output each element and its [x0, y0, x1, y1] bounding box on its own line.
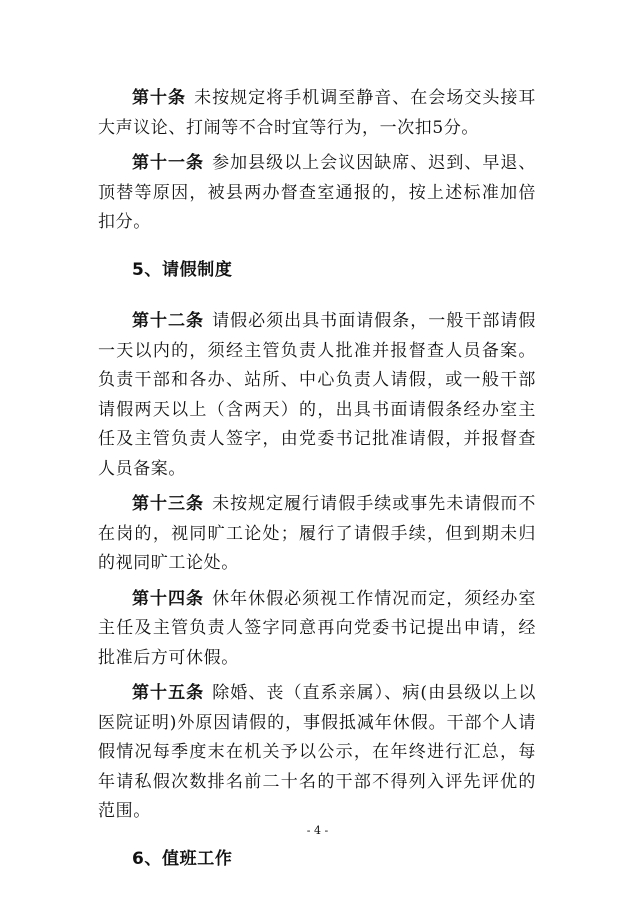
article-10-text: 未按规定将手机调至静音、在会场交头接耳大声议论、打闹等不合时宜等行为，一次扣5分。: [98, 88, 536, 138]
article-11-paragraph: [98, 149, 536, 238]
section-heading-duty: 6、值班工作: [132, 848, 233, 869]
article-11-label: 第十一条: [132, 153, 205, 173]
article-14-paragraph: [98, 585, 536, 674]
document-body: [98, 84, 536, 896]
article-10-label: 第十条: [132, 88, 187, 108]
article-12-paragraph: [98, 307, 536, 484]
article-14-label: 第十四条: [132, 588, 205, 609]
article-13-text: 未按规定履行请假手续或事先未请假而不在岗的，视同旷工论处；履行了请假手续，但到期未归的视同旷工论处。: [98, 494, 536, 573]
article-15-label: 第十五条: [132, 683, 205, 703]
article-14-text: 休年休假必须视工作情况而定，须经办室主任及主管负责人签字同意再向党委书记提出申请，经批准后方可休假。: [98, 588, 536, 668]
page-number: - 4 -: [306, 824, 329, 837]
section-heading-leave: 5、请假制度: [132, 259, 233, 280]
article-15-text: 除婚、丧（直系亲属）、病(由县级以上以医院证明)外原因请假的，事假抵减年休假。干部个人请假情况每季度末在机关予以公示，在年终进行汇总，每年请私假次数排名前二十名的干部不得列入评先评优的范围。: [98, 683, 536, 821]
article-15-paragraph: [98, 679, 536, 827]
article-11-text: 参加县级以上会议因缺席、迟到、早退、顶替等原因，被县两办督查室通报的，按上述标准加倍扣分。: [98, 153, 536, 232]
article-12-text: 请假必须出具书面请假条，一般干部请假一天以内的，须经主管负责人批准并报督查人员备案。负责干部和各办、站所、中心负责人请假，或一般干部请假两天以上（含两天）的，出具书面请假条经办室主任及主管负责人签字，由党委书记批准请假，并报督查人员备案。: [98, 311, 536, 479]
article-13-paragraph: [98, 490, 536, 579]
article-10-paragraph: [98, 84, 536, 143]
article-13-label: 第十三条: [132, 494, 205, 514]
article-12-label: 第十二条: [132, 311, 205, 331]
